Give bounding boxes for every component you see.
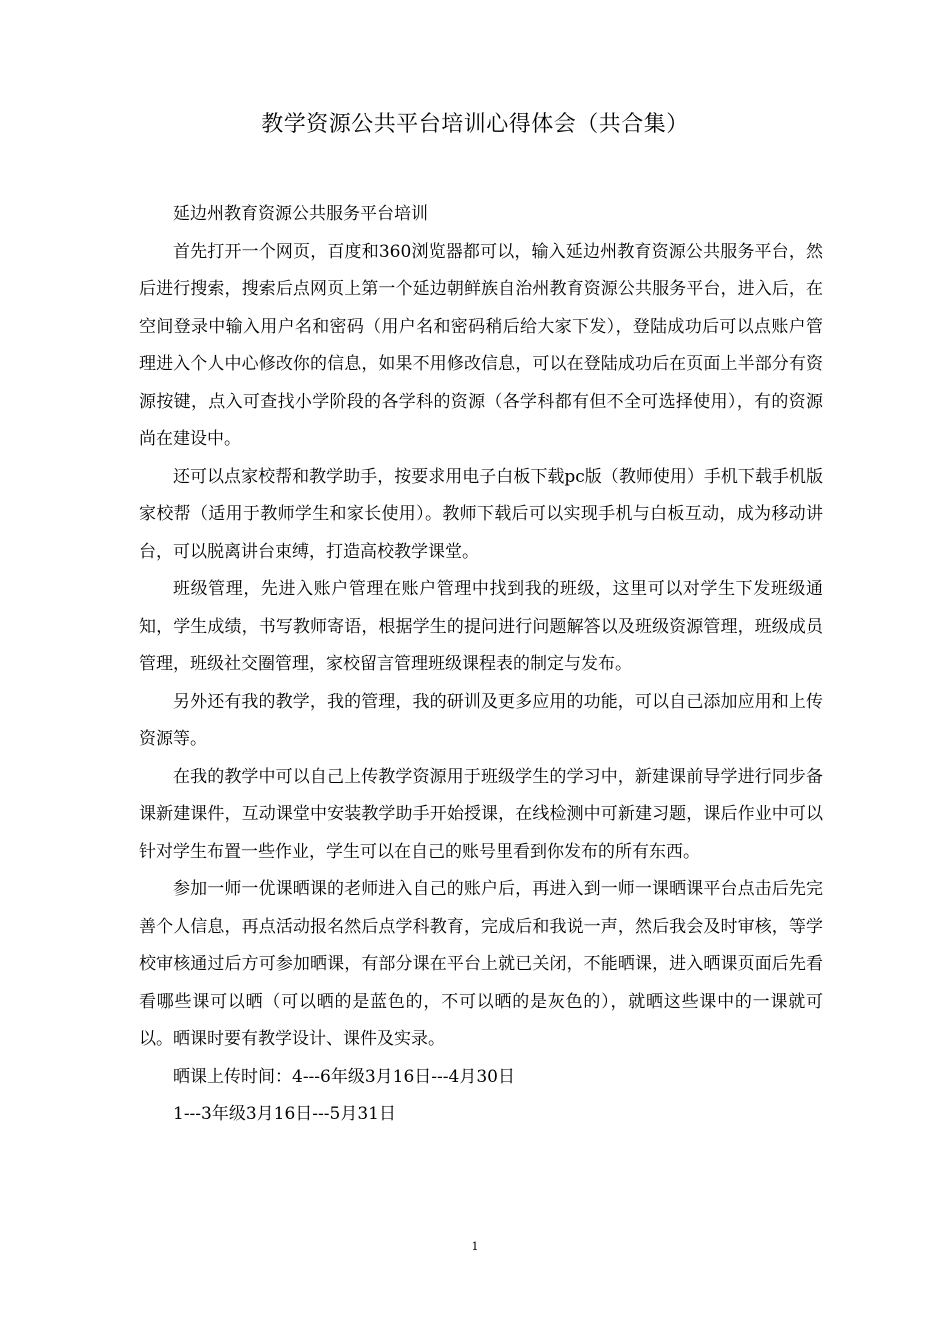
paragraph-home-school: 还可以点家校帮和教学助手，按要求用电子白板下载pc版（教师使用）手机下载手机版家校帮（适用于教师学生和家长使用）。教师下载后可以实现手机与白板互动，成为移动讲台，可以脱离讲台束缚，打造高校教学课堂。: [139, 466, 823, 562]
paragraph-my-teaching: 在我的教学中可以自己上传教学资源用于班级学生的学习中，新建课前导学进行同步备课新建课件，互动课堂中安装教学助手开始授课，在线检测中可新建习题，课后作业中可以针对学生布置一些作业，学生可以在自己的账号里看到你发布的所有东西。: [139, 766, 823, 862]
paragraph-login-steps: 首先打开一个网页，百度和360浏览器都可以，输入延边州教育资源公共服务平台，然后进行搜索，搜索后点网页上第一个延边朝鲜族自治州教育资源公共服务平台，进入后，在空间登录中输入用户名和密码（用户名和密码稍后给大家下发），登陆成功后可以点账户管理进入个人中心修改你的信息，如果不用修改信息，可以在登陆成功后在页面上半部分有资源按键，点入可查找小学阶段的各学科的资源（各学科都有但不全可选择使用），有的资源尚在建设中。: [139, 241, 823, 449]
page-number: 1: [471, 1240, 479, 1253]
document-body: [139, 196, 823, 1134]
paragraph-lesson-sharing: 参加一师一优课晒课的老师进入自己的账户后，再进入到一师一课晒课平台点击后先完善个人信息，再点活动报名然后点学科教育，完成后和我说一声，然后我会及时审核，等学校审核通过后方可参加晒课，有部分课在平台上就已关闭，不能晒课，进入晒课页面后先看看哪些课可以晒（可以晒的是蓝色的，不可以晒的是灰色的），就晒这些课中的一课就可以。晒课时要有教学设计、课件及实录。: [139, 879, 823, 1049]
paragraph-more-apps: 另外还有我的教学，我的管理，我的研训及更多应用的功能，可以自己添加应用和上传资源等。: [139, 691, 823, 749]
paragraph-upload-time-2: 1---3年级3月16日---5月31日: [173, 1104, 396, 1124]
document-title: 教学资源公共平台培训心得体会（共合集）: [261, 112, 689, 137]
paragraph-upload-time-1: 晒课上传时间：4---6年级3月16日---4月30日: [173, 1066, 515, 1087]
paragraph-class-management: 班级管理，先进入账户管理在账户管理中找到我的班级，这里可以对学生下发班级通知，学生成绩，书写教师寄语，根据学生的提问进行问题解答以及班级资源管理，班级成员管理，班级社交圈管理，家校留言管理班级课程表的制定与发布。: [139, 579, 823, 674]
paragraph-heading: 延边州教育资源公共服务平台培训: [173, 204, 428, 224]
